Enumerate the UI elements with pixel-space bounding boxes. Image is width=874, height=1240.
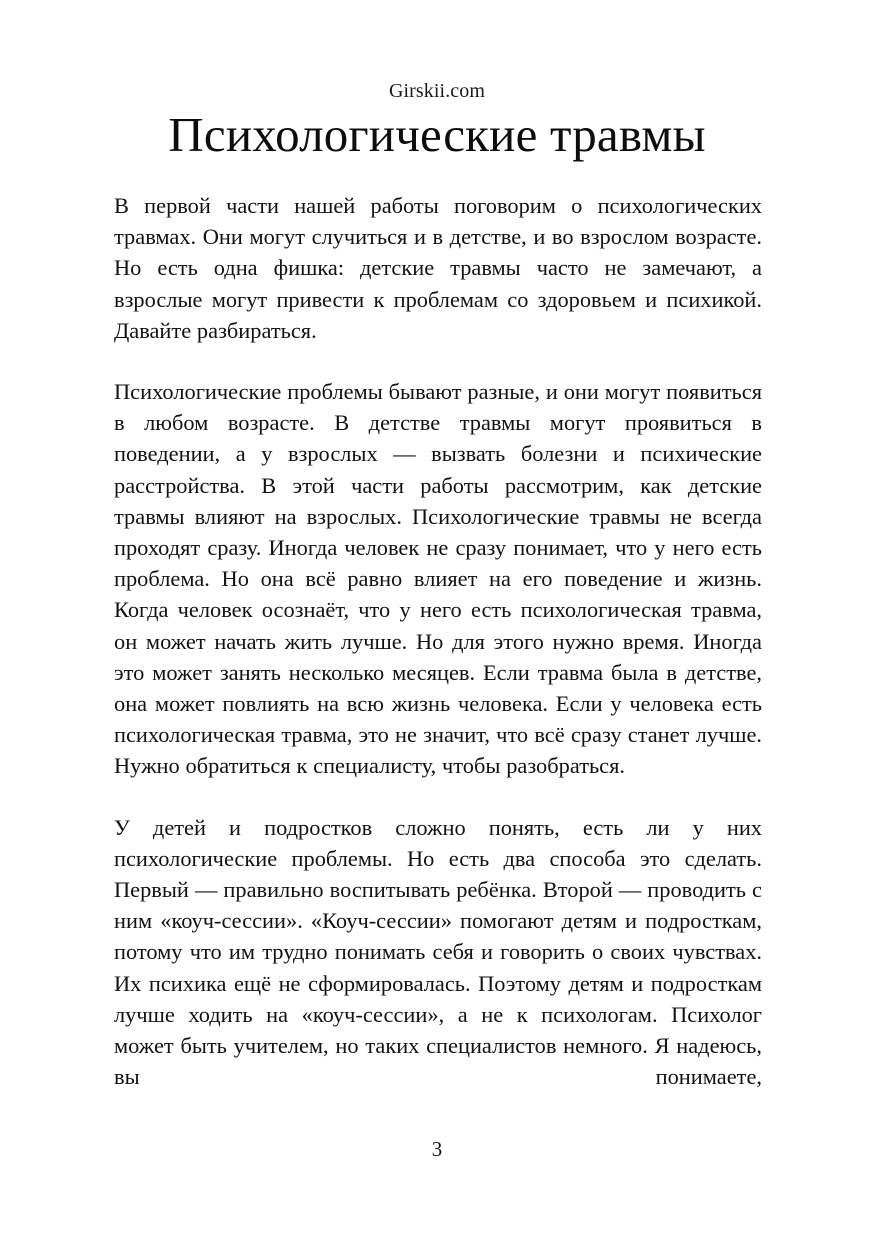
page-number: 3 <box>431 1137 443 1161</box>
page-title: Психологические травмы <box>168 107 706 162</box>
paragraph-1: В первой части нашей работы поговорим о психологических травмах. Они могут случиться и в детстве, и во взрослом возрасте. Но есть одна фишка: детские травмы часто не замечают, а взрослые могут привести к проблемам со здоровьем и психикой. Давайте разбираться. <box>114 193 762 343</box>
paragraph-3: У детей и подростков сложно понять, есть ли у них психологические проблемы. Но есть два способа это сделать. Первый — правильно воспитывать ребёнка. Второй — проводить с ним «коуч-сессии». «Коуч-сессии» помогают детям и подросткам, потому что им трудно понимать себя и говорить о своих чувствах. Их психика ещё не сформировалась. Поэтому детям и подросткам лучше ходить на «коуч-сессии», а не к психологам. Психолог может быть учителем, но таких специалистов немного. Я надеюсь, вы понимаете, <box>114 814 762 1090</box>
running-header: Girskii.com <box>388 80 486 102</box>
paragraph-2: Психологические проблемы бывают разные, и они могут появиться в любом возрасте. В детстве травмы могут проявиться в поведении, а у взрослых — вызвать болезни и психические расстройства. В этой части работы рассмотрим, как детские травмы влияют на взрослых. Психологические травмы не всегда проходят сразу. Иногда человек не сразу понимает, что у него есть проблема. Но она всё равно влияет на его поведение и жизнь. Когда человек осознаёт, что у него есть психологическая травма, он может начать жить лучше. Но для этого нужно время. Иногда это может занять несколько месяцев. Если травма была в детстве, она может повлиять на всю жизнь человека. Если у человека есть психологическая травма, это не значит, что всё сразу станет лучше. Нужно обратиться к специалисту, чтобы разобраться. <box>114 379 762 779</box>
body-text-column <box>114 190 762 1092</box>
